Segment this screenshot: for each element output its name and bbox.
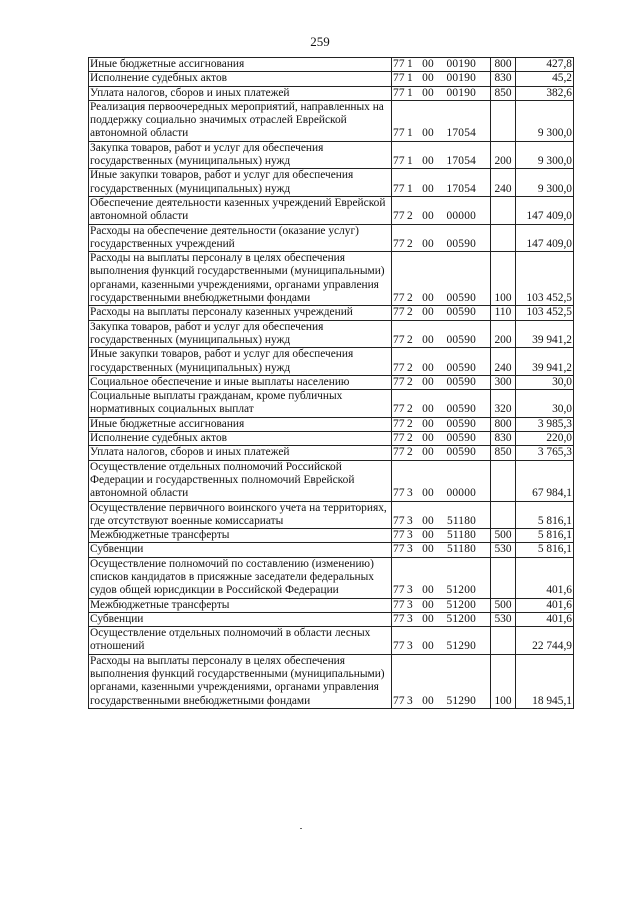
expense-name-cell: Субвенции [89,612,392,626]
amount-cell: 147 409,0 [516,224,574,252]
amount-cell: 22 744,9 [516,627,574,655]
table-row [89,306,574,320]
expense-type-cell: 530 [491,612,516,626]
code-part: 77 [393,237,405,250]
code-part: 00590 [446,361,476,374]
code-part: 77 [393,306,405,319]
code-part: 77 [393,417,405,430]
table-row [89,169,574,197]
code-part: 1 [407,72,413,85]
code-part: 1 [407,127,413,140]
code-part: 00 [422,182,434,195]
expense-type-cell: 830 [491,72,516,86]
target-code-cell [392,529,491,543]
code-part: 77 [393,361,405,374]
expense-name-cell: Реализация первоочередных мероприятий, направленных на поддержку социально значимых отраслей Еврейской автономной области [89,100,392,141]
code-part: 00 [422,598,434,611]
target-code-cell [392,446,491,460]
code-part: 00590 [446,306,476,319]
table-row [89,224,574,252]
amount-cell: 67 984,1 [516,460,574,501]
expense-type-cell: 500 [491,529,516,543]
target-code-cell [392,252,491,306]
code-part: 77 [393,612,405,625]
code-part: 00 [422,529,434,542]
target-code-cell [392,612,491,626]
table-row [89,529,574,543]
code-part: 77 [393,375,405,388]
expense-type-cell: 850 [491,446,516,460]
amount-cell: 30,0 [516,390,574,418]
expense-name-cell: Расходы на выплаты персоналу казенных учреждений [89,306,392,320]
code-part: 00 [422,72,434,85]
code-part: 00 [422,210,434,223]
expense-type-cell: 100 [491,252,516,306]
code-part: 77 [393,584,405,597]
expense-name-cell: Уплата налогов, сборов и иных платежей [89,446,392,460]
target-code-cell [392,224,491,252]
amount-cell: 9 300,0 [516,100,574,141]
code-part: 51290 [446,640,476,653]
amount-cell: 401,6 [516,598,574,612]
target-code-cell [392,557,491,598]
expense-name-cell: Расходы на выплаты персоналу в целях обеспечения выполнения функций государственными (муниципальными) органами, казенными учреждениями, органами управления государственными внебюджетными фондами [89,252,392,306]
code-part: 77 [393,694,405,707]
expense-type-cell: 800 [491,58,516,72]
code-part: 00 [422,543,434,556]
expense-type-cell: 240 [491,169,516,197]
code-part: 00 [422,333,434,346]
target-code-cell [392,348,491,376]
code-part: 2 [407,210,413,223]
table-row [89,348,574,376]
target-code-cell [392,320,491,348]
code-part: 77 [393,640,405,653]
expense-type-cell [491,224,516,252]
code-part: 00 [422,58,434,70]
budget-table [88,57,574,709]
expense-name-cell: Осуществление полномочий по составлению (изменению) списков кандидатов в присяжные заседатели федеральных судов общей юрисдикции в Российской Федерации [89,557,392,598]
code-part: 77 [393,58,405,70]
code-part: 77 [393,446,405,459]
code-part: 77 [393,514,405,527]
code-part: 77 [393,529,405,542]
target-code-cell [392,501,491,529]
expense-type-cell: 320 [491,390,516,418]
expense-type-cell: 100 [491,654,516,708]
code-part: 3 [407,543,413,556]
expense-name-cell: Закупка товаров, работ и услуг для обеспечения государственных (муниципальных) нужд [89,141,392,169]
table-row [89,58,574,72]
expense-name-cell: Субвенции [89,543,392,557]
expense-name-cell: Исполнение судебных актов [89,432,392,446]
code-part: 77 [393,543,405,556]
target-code-cell [392,417,491,431]
amount-cell: 39 941,2 [516,348,574,376]
table-row [89,460,574,501]
table-row [89,72,574,86]
code-part: 00590 [446,237,476,250]
code-part: 2 [407,417,413,430]
code-part: 00 [422,155,434,168]
expense-type-cell: 200 [491,320,516,348]
code-part: 3 [407,529,413,542]
target-code-cell [392,627,491,655]
expense-name-cell: Иные закупки товаров, работ и услуг для обеспечения государственных (муниципальных) нужд [89,169,392,197]
code-part: 3 [407,694,413,707]
code-part: 00590 [446,292,476,305]
table-row [89,100,574,141]
code-part: 77 [393,598,405,611]
code-part: 3 [407,640,413,653]
target-code-cell [392,196,491,224]
code-part: 1 [407,86,413,99]
expense-name-cell: Социальное обеспечение и иные выплаты населению [89,375,392,389]
code-part: 17054 [446,127,476,140]
code-part: 00 [422,612,434,625]
expense-type-cell [491,557,516,598]
amount-cell: 103 452,5 [516,306,574,320]
table-row [89,86,574,100]
code-part: 77 [393,333,405,346]
amount-cell: 5 816,1 [516,501,574,529]
code-part: 77 [393,127,405,140]
amount-cell: 3 765,3 [516,446,574,460]
table-row [89,598,574,612]
target-code-cell [392,543,491,557]
amount-cell: 30,0 [516,375,574,389]
code-part: 00190 [446,86,476,99]
target-code-cell [392,100,491,141]
code-part: 00 [422,432,434,445]
code-part: 00 [422,403,434,416]
amount-cell: 18 945,1 [516,654,574,708]
code-part: 77 [393,155,405,168]
target-code-cell [392,58,491,72]
code-part: 51180 [446,529,476,542]
target-code-cell [392,460,491,501]
amount-cell: 9 300,0 [516,141,574,169]
expense-type-cell: 530 [491,543,516,557]
target-code-cell [392,598,491,612]
expense-name-cell: Уплата налогов, сборов и иных платежей [89,86,392,100]
code-part: 1 [407,58,413,70]
target-code-cell [392,72,491,86]
code-part: 00 [422,86,434,99]
expense-type-cell: 850 [491,86,516,100]
expense-name-cell: Расходы на выплаты персоналу в целях обеспечения выполнения функций государственными (муниципальными) органами, казенными учреждениями, органами управления государственными внебюджетными фондами [89,654,392,708]
code-part: 2 [407,237,413,250]
amount-cell: 45,2 [516,72,574,86]
code-part: 2 [407,361,413,374]
code-part: 3 [407,612,413,625]
code-part: 00 [422,417,434,430]
expense-type-cell: 800 [491,417,516,431]
table-row [89,141,574,169]
expense-name-cell: Закупка товаров, работ и услуг для обеспечения государственных (муниципальных) нужд [89,320,392,348]
amount-cell: 220,0 [516,432,574,446]
code-part: 77 [393,432,405,445]
code-part: 2 [407,432,413,445]
table-row [89,417,574,431]
target-code-cell [392,432,491,446]
expense-name-cell: Осуществление отдельных полномочий Российской Федерации и государственных полномочий Еврейской автономной области [89,460,392,501]
code-part: 2 [407,333,413,346]
code-part: 00590 [446,375,476,388]
expense-name-cell: Межбюджетные трансферты [89,529,392,543]
code-part: 2 [407,292,413,305]
table-row [89,446,574,460]
amount-cell: 5 816,1 [516,543,574,557]
code-part: 00 [422,375,434,388]
target-code-cell [392,654,491,708]
code-part: 1 [407,155,413,168]
code-part: 00 [422,487,434,500]
amount-cell: 9 300,0 [516,169,574,197]
code-part: 17054 [446,155,476,168]
amount-cell: 103 452,5 [516,252,574,306]
code-part: 17054 [446,182,476,195]
table-row [89,501,574,529]
expense-type-cell: 110 [491,306,516,320]
table-row [89,375,574,389]
code-part: 00 [422,514,434,527]
code-part: 77 [393,403,405,416]
code-part: 77 [393,72,405,85]
code-part: 00 [422,584,434,597]
expense-name-cell: Осуществление первичного воинского учета на территориях, где отсутствуют военные комиссариаты [89,501,392,529]
expense-name-cell: Межбюджетные трансферты [89,598,392,612]
code-part: 51180 [446,514,476,527]
amount-cell: 3 985,3 [516,417,574,431]
code-part: 00 [422,127,434,140]
table-row [89,196,574,224]
amount-cell: 147 409,0 [516,196,574,224]
amount-cell: 427,8 [516,58,574,72]
code-part: 2 [407,306,413,319]
amount-cell: 382,6 [516,86,574,100]
table-row [89,543,574,557]
code-part: 3 [407,584,413,597]
code-part: 00000 [446,487,476,500]
amount-cell: 401,6 [516,612,574,626]
expense-type-cell [491,100,516,141]
target-code-cell [392,390,491,418]
page-number: 259 [310,34,330,49]
code-part: 51180 [446,543,476,556]
code-part: 00 [422,237,434,250]
table-row [89,252,574,306]
table-row [89,627,574,655]
code-part: 2 [407,446,413,459]
expense-name-cell: Иные бюджетные ассигнования [89,58,392,72]
table-row [89,320,574,348]
code-part: 00590 [446,333,476,346]
code-part: 51200 [446,584,476,597]
table-row [89,390,574,418]
expense-type-cell: 240 [491,348,516,376]
code-part: 2 [407,403,413,416]
expense-name-cell: Осуществление отдельных полномочий в области лесных отношений [89,627,392,655]
code-part: 00590 [446,417,476,430]
expense-type-cell [491,501,516,529]
expense-type-cell: 830 [491,432,516,446]
code-part: 51290 [446,694,476,707]
code-part: 00 [422,446,434,459]
code-part: 1 [407,182,413,195]
code-part: 00 [422,694,434,707]
code-part: 00 [422,292,434,305]
code-part: 00590 [446,432,476,445]
code-part: 77 [393,182,405,195]
target-code-cell [392,375,491,389]
expense-type-cell: 200 [491,141,516,169]
code-part: 00590 [446,446,476,459]
target-code-cell [392,86,491,100]
code-part: 00000 [446,210,476,223]
budget-table-body [89,58,574,709]
expense-name-cell: Иные бюджетные ассигнования [89,417,392,431]
code-part: 77 [393,292,405,305]
expense-type-cell: 300 [491,375,516,389]
code-part: 3 [407,598,413,611]
expense-type-cell [491,460,516,501]
code-part: 00190 [446,72,476,85]
expense-name-cell: Социальные выплаты гражданам, кроме публичных нормативных социальных выплат [89,390,392,418]
expense-name-cell: Исполнение судебных актов [89,72,392,86]
expense-type-cell [491,196,516,224]
code-part: 00 [422,361,434,374]
expense-name-cell: Расходы на обеспечение деятельности (оказание услуг) государственных учреждений [89,224,392,252]
code-part: 77 [393,210,405,223]
code-part: 00190 [446,58,476,70]
code-part: 2 [407,375,413,388]
code-part: 77 [393,487,405,500]
expense-name-cell: Иные закупки товаров, работ и услуг для обеспечения государственных (муниципальных) нужд [89,348,392,376]
code-part: 00590 [446,403,476,416]
code-part: 77 [393,86,405,99]
expense-type-cell [491,627,516,655]
amount-cell: 401,6 [516,557,574,598]
scan-speck [300,828,302,829]
code-part: 3 [407,514,413,527]
target-code-cell [392,141,491,169]
target-code-cell [392,306,491,320]
code-part: 00 [422,306,434,319]
table-row [89,654,574,708]
table-row [89,557,574,598]
code-part: 51200 [446,612,476,625]
amount-cell: 5 816,1 [516,529,574,543]
amount-cell: 39 941,2 [516,320,574,348]
code-part: 51200 [446,598,476,611]
target-code-cell [392,169,491,197]
code-part: 00 [422,640,434,653]
expense-type-cell: 500 [491,598,516,612]
table-row [89,432,574,446]
table-row [89,612,574,626]
expense-name-cell: Обеспечение деятельности казенных учреждений Еврейской автономной области [89,196,392,224]
code-part: 3 [407,487,413,500]
